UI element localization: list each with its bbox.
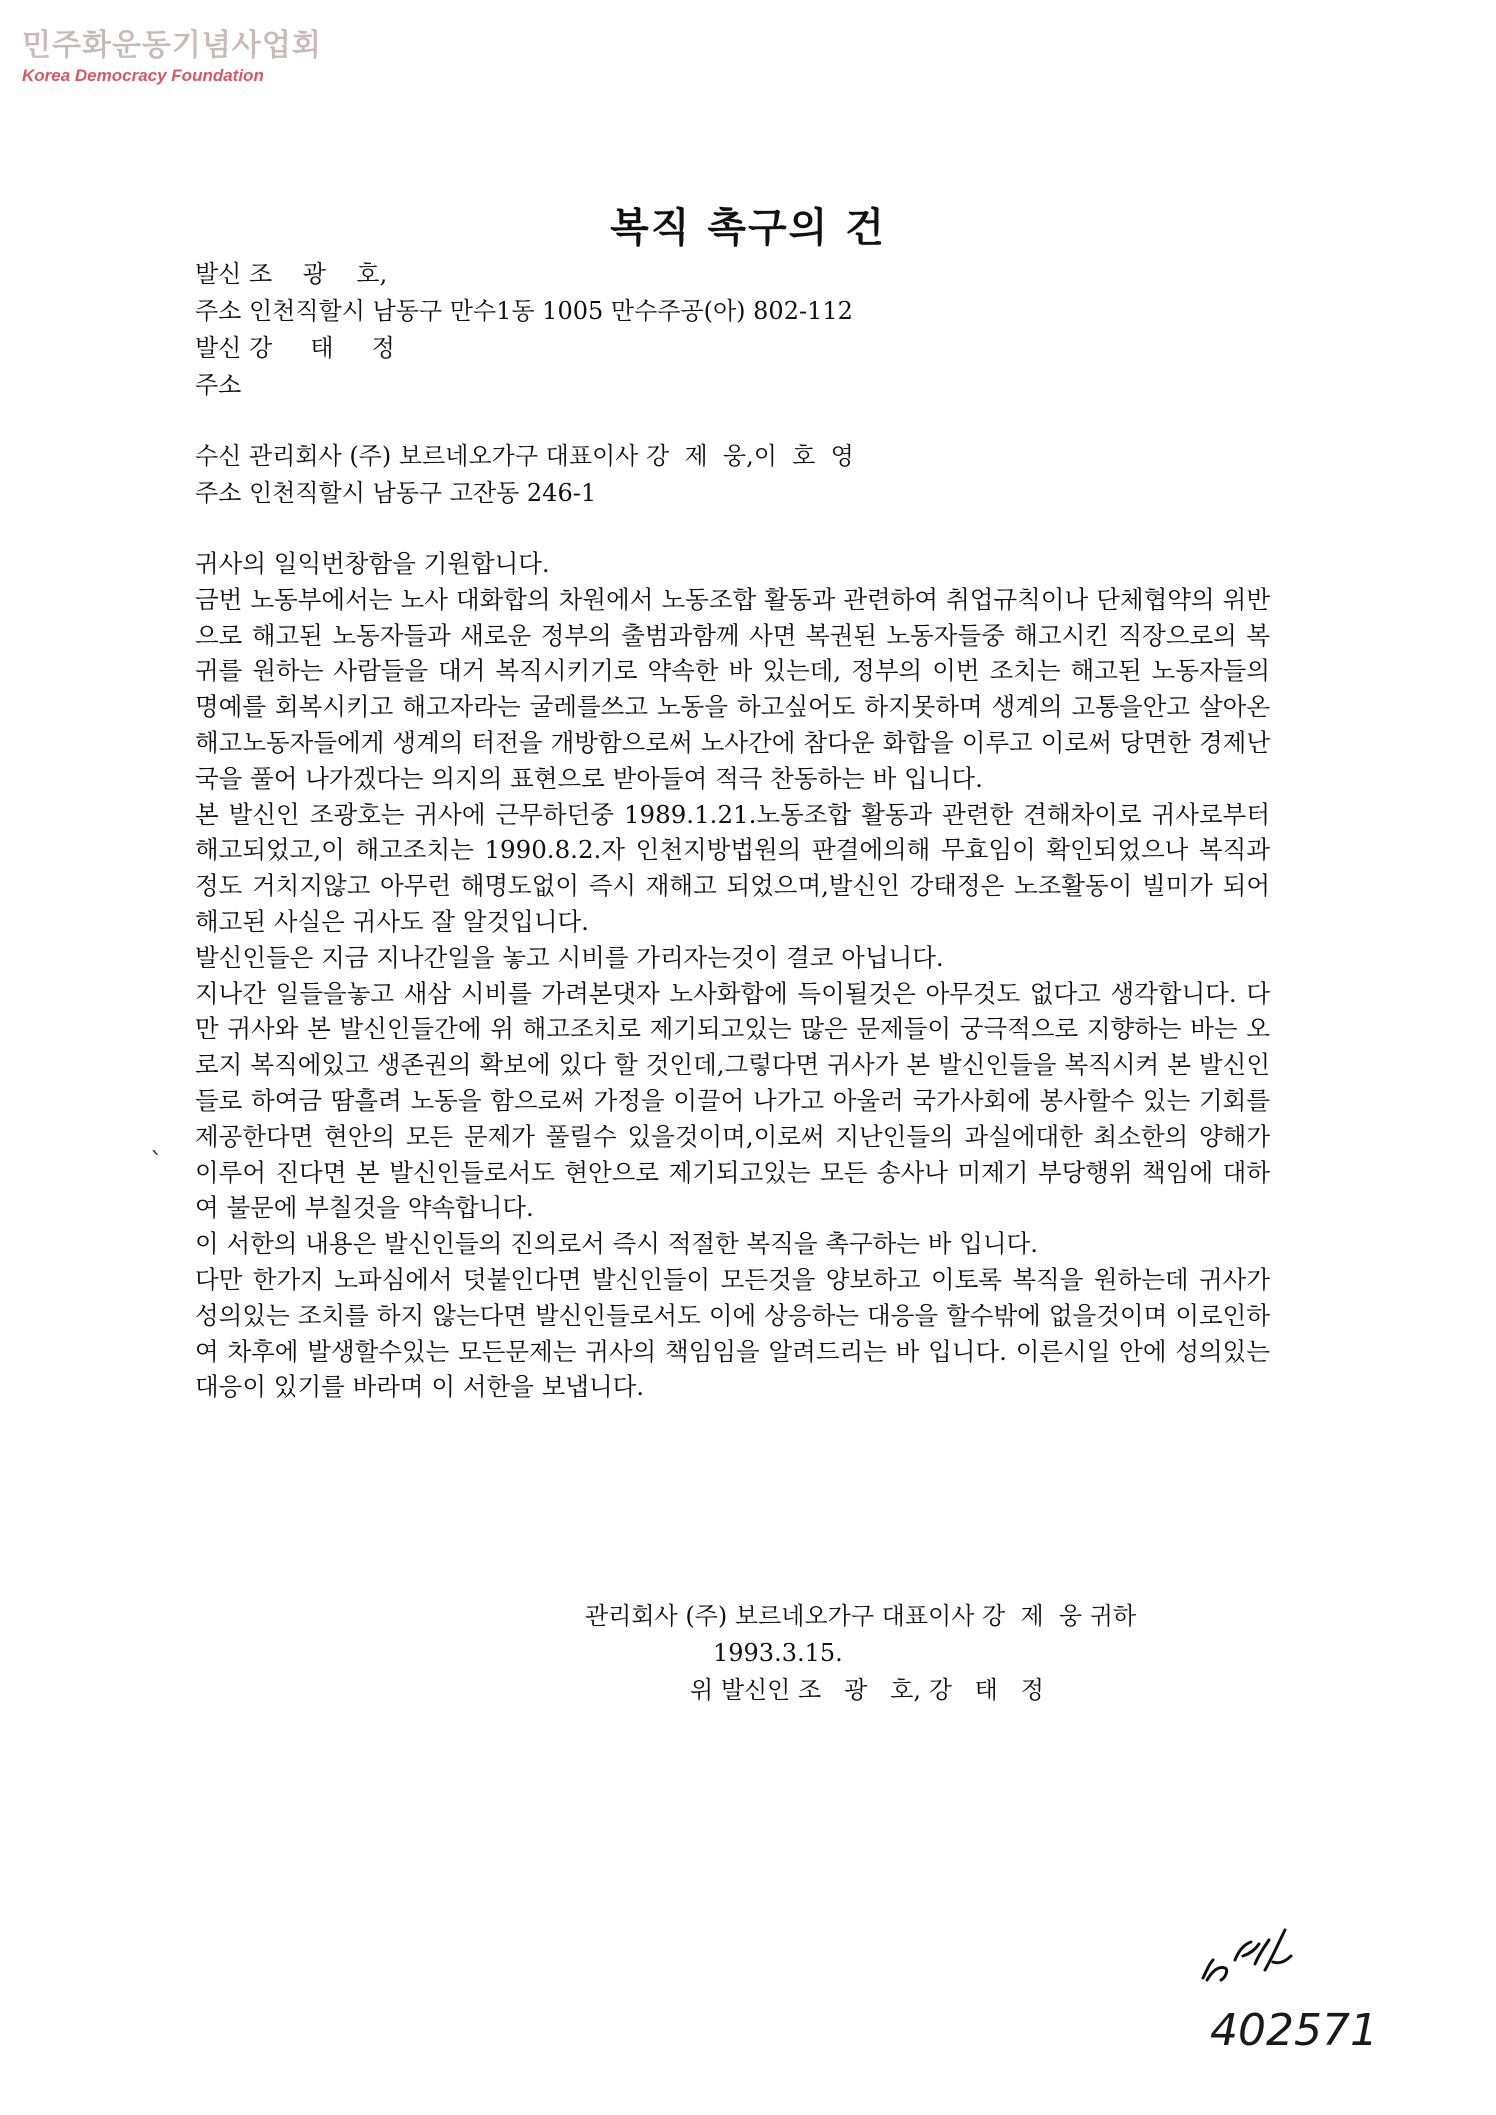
closing-addressee: 관리회사 (주) 보르네오가구 대표이사 강 제 웅 귀하 bbox=[585, 1602, 1137, 1630]
sender-line: 발신 강 태 정 bbox=[195, 334, 395, 362]
letter-body bbox=[195, 546, 1270, 1405]
document-title: 복직 촉구의 건 bbox=[610, 204, 886, 251]
body-paragraph: 지나간 일들을놓고 새삼 시비를 가려본댓자 노사화합에 득이될것은 아무것도 없다고 생각합니다. 다만 귀사와 본 발신인들간에 위 해고조치로 제기되고있는 많은 문제들이 궁극적으로 지향하는 바는 오로지 복직에있고 생존권의 확보에 있다 할 것인데,그렇다면 귀사가 본 발신인들을 복직시켜 본 발신인들로 하여금 땀흘려 노동을 함으로써 가정을 이끌어 나가고 아울러 국가사회에 봉사할수 있는 기회를 제공한다면 현안의 모든 문제가 풀릴수 있을것이며,이로써 지난인들의 과실에대한 최소한의 양해가 이루어 진다면 본 발신인들로서도 현안으로 제기되고있는 모든 송사나 미제기 부당행위 책임에 대하여 불문에 부칠것을 약속합니다. bbox=[195, 978, 1270, 1223]
closing-signature: 위 발신인 조 광 호, 강 태 정 bbox=[690, 1676, 1044, 1704]
recipient-block bbox=[195, 438, 854, 512]
closing-block bbox=[585, 1598, 1136, 1709]
stray-mark: ` bbox=[150, 1148, 163, 1178]
sender-line: 주소 bbox=[195, 371, 242, 399]
body-paragraph: 발신인들은 지금 지나간일을 놓고 시비를 가리자는것이 결코 아닙니다. bbox=[195, 942, 944, 972]
handwritten-number: 402571 bbox=[1210, 2005, 1378, 2056]
closing-date: 1993.3.15. bbox=[713, 1639, 843, 1667]
handwritten-signature bbox=[1195, 1920, 1315, 2000]
sender-line: 발신 조 광 호, bbox=[195, 260, 388, 288]
recipient-line: 수신 관리회사 (주) 보르네오가구 대표이사 강 제 웅,이 호 영 bbox=[195, 442, 854, 470]
body-paragraph: 본 발신인 조광호는 귀사에 근무하던중 1989.1.21.노동조합 활동과 관련한 견해차이로 귀사로부터 해고되었고,이 해고조치는 1990.8.2.자 인천지방법원의 판결에의해 무효임이 확인되었으나 복직과정도 거치지않고 아무런 해명도없이 즉시 재해고 되었으며,발신인 강태정은 노조활동이 빌미가 되어 해고된 사실은 귀사도 잘 알것입니다. bbox=[195, 799, 1270, 936]
watermark-korean: 민주화운동기념사업회 bbox=[22, 28, 322, 63]
watermark bbox=[22, 20, 322, 86]
sender-line: 주소 인천직할시 남동구 만수1동 1005 만수주공(아) 802-112 bbox=[195, 297, 853, 325]
recipient-line: 주소 인천직할시 남동구 고잔동 246-1 bbox=[195, 479, 597, 507]
body-paragraph: 다만 한가지 노파심에서 덧붙인다면 발신인들이 모든것을 양보하고 이토록 복직을 원하는데 귀사가 성의있는 조치를 하지 않는다면 발신인들로서도 이에 상응하는 대응을 할수밖에 없을것이며 이로인하여 차후에 발생할수있는 모든문제는 귀사의 책임임을 알려드리는 바 입니다. 이른시일 안에 성의있는 대응이 있기를 바라며 이 서한을 보냅니다. bbox=[195, 1264, 1270, 1402]
body-paragraph: 이 서한의 내용은 발신인들의 진의로서 즉시 적절한 복직을 촉구하는 바 입니다. bbox=[195, 1229, 1039, 1259]
body-paragraph: 금번 노동부에서는 노사 대화합의 차원에서 노동조합 활동과 관련하여 취업규칙이나 단체협약의 위반으로 해고된 노동자들과 새로운 정부의 출범과함께 사면 복권된 노동자들중 해고시킨 직장으로의 복귀를 원하는 사람들을 대거 복직시키기로 약속한 바 있는데, 정부의 이번 조치는 해고된 노동자들의 명예를 회복시키고 해고자라는 굴레를쓰고 노동을 하고싶어도 하지못하며 생계의 고통을안고 살아온 해고노동자들에게 생계의 터전을 개방함으로써 노사간에 참다운 화합을 이루고 이로써 당면한 경제난국을 풀어 나가겠다는 의지의 표현으로 받아들여 적극 찬동하는 바 입니다. bbox=[195, 584, 1270, 793]
watermark-english: Korea Democracy Foundation bbox=[22, 66, 264, 85]
sender-block bbox=[195, 256, 853, 404]
body-paragraph: 귀사의 일익번창함을 기원합니다. bbox=[195, 549, 550, 578]
